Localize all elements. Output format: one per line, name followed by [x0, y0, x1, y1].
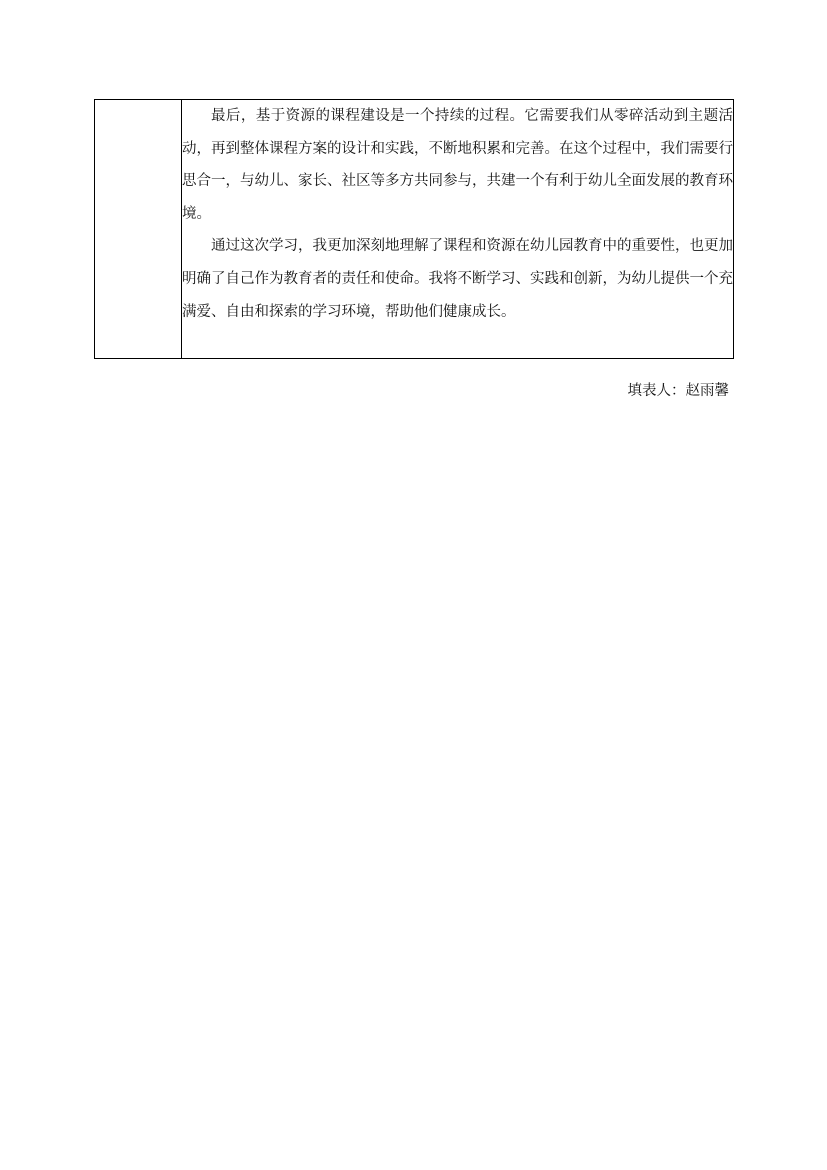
filler-signature: 填表人：赵雨馨	[627, 383, 729, 399]
paragraph-reflection: 通过这次学习，我更加深刻地理解了课程和资源在幼儿园教育中的重要性，也更加明确了自己作为教育者的责任和使命。我将不断学习、实践和创新，为幼儿提供一个充满爱、自由和探索的学习环境，帮助他们健康成长。	[182, 238, 733, 320]
content-cell	[182, 100, 734, 359]
reflection-table	[94, 99, 734, 359]
paragraph-conclusion: 最后，基于资源的课程建设是一个持续的过程。它需要我们从零碎活动到主题活动，再到整体课程方案的设计和实践，不断地积累和完善。在这个过程中，我们需要行思合一，与幼儿、家长、社区等多方共同参与，共建一个有利于幼儿全面发展的教育环境。	[182, 108, 733, 222]
label-cell	[95, 100, 182, 359]
table-row	[95, 100, 734, 359]
